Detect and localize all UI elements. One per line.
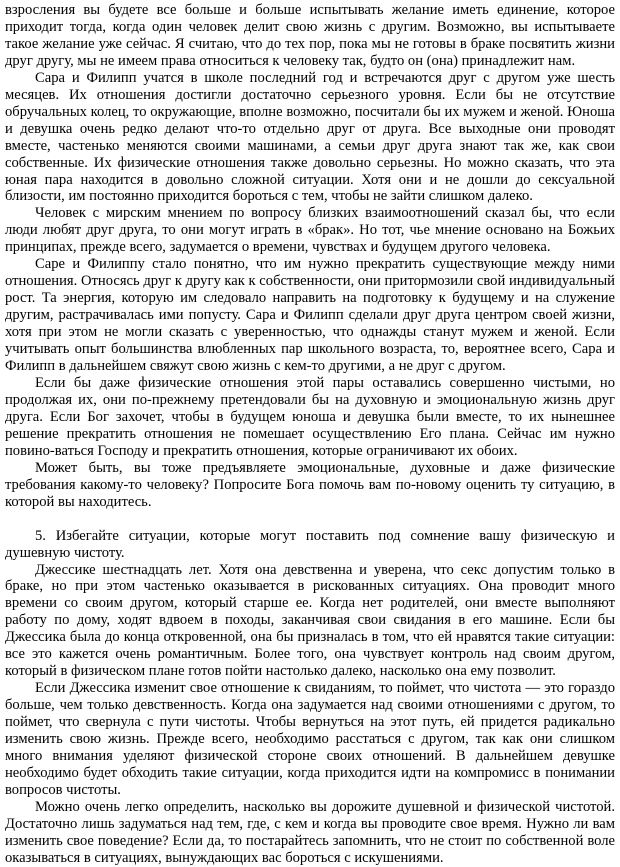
section-gap bbox=[5, 511, 615, 528]
paragraph-2: Сара и Филипп учатся в школе последний год и встречаются друг с другом уже шесть месяцев. Их отношения достигли достаточно серьезного уровня. Если бы не отсутствие обручальных колец, то окружающие, вполне возможно, посчитали бы их мужем и женой. Юноша и девушка очень редко делают что-то отдельно друг от друга. Все выходные они проводят вместе, частенько меняются своими машинами, а семьи друг друга знают так же, как свои собственные. Их физические отношения также довольно серьезны. Но можно сказать, что эта юная пара находится в довольно сложной ситуации. Хотя они и не дошли до сексуальной близости, им постоянно приходится бороться с тем, чтобы не зайти слишком далеко. bbox=[5, 69, 615, 205]
paragraph-5: Если бы даже физические отношения этой пары оставались совершенно чистыми, но продолжая их, они по-прежнему претендовали бы на духовную и эмоциональную жизнь друг друга. Если Бог захочет, чтобы в будущем юноша и девушка были вместе, то их нынешнее решение прекратить отношения не помешает осуществлению Его плана. Сейчас им нужно повино-ваться Господу и прекратить отношения, которые ограничивают их обоих. bbox=[5, 374, 615, 459]
section-paragraph-2: Если Джессика изменит свое отношение к свиданиям, то поймет, что чистота — это гораздо больше, чем только девственность. Когда она задумается над своими отношениями с другом, то поймет, что свернула с пути чистоты. Чтобы вернуться на этот путь, ей придется радикально изменить свою жизнь. Прежде всего, необходимо расстаться с другом, так как они слишком много внимания уделяют физической стороне своих отношений. В дальнейшем девушке необходимо будет обходить такие ситуации, когда приходится идти на компромисс в понимании вопросов чистоты. bbox=[5, 680, 615, 798]
paragraph-6: Может быть, вы тоже предъявляете эмоциональные, духовные и даже физические требования какому-то человеку? Попросите Бога помочь вам по-новому оценить ту ситуацию, в которой вы находитесь. bbox=[5, 459, 615, 510]
section-paragraph-1: Джессике шестнадцать лет. Хотя она девственна и уверена, что секс допустим только в браке, но при этом частенько оказывается в рискованных ситуациях. Она проводит много времени со своим другом, который старше ее. Когда нет родителей, они вместе выполняют работу по дому, ходят вдвоем в походы, заканчивая свои свидания в его машине. Если бы Джессика была до конца откровенной, она бы призналась в том, что ей нравятся такие ситуации: все это кажется очень романтичным. Более того, она чувствует контроль над своим другом, который в физическом плане готов пойти настолько далеко, насколько она ему позволит. bbox=[5, 561, 615, 680]
paragraph-3: Человек с мирским мнением по вопросу близких взаимоотношений сказал бы, что если люди любят друг друга, то они могут играть в «брак». Но тот, чье мнение основано на Божьих принципах, прежде всего, задумается о времени, чувствах и будущем другого человека. bbox=[5, 205, 615, 256]
paragraph-1: взросления вы будете все больше и больше испытывать желание иметь единение, которое приходит тогда, когда один человек делит свою жизнь с другим. Возможно, вы испытываете такое желание уже сейчас. Я считаю, что до тех пор, пока мы не готовы в браке посвятить жизни друг другу, мы не имеем права относиться к человеку так, будто он (она) принадлежит нам. bbox=[5, 2, 615, 69]
section-heading: 5. Избегайте ситуации, которые могут поставить под сомнение вашу физическую и душевную чистоту. bbox=[5, 527, 615, 561]
paragraph-4: Саре и Филиппу стало понятно, что им нужно прекратить существующие между ними отношения. Относясь друг к другу как к собственности, они притормозили свой индивидуальный рост. Та энергия, которую им следовало направить на подготовку к будущему и на служение другим, растрачивалась ими попусту. Сара и Филипп сделали друг друга центром своей жизни, хотя при этом не могли сказать с уверенностью, что однажды станут мужем и женой. Если учитывать опыт большинства влюбленных пар школьного возраста, то, вероятнее всего, Сара и Филипп в дальнейшем свяжут свою жизнь с кем-то другими, а не друг с другом. bbox=[5, 256, 615, 375]
section-paragraph-3: Можно очень легко определить, насколько вы дорожите душевной и физической чистотой. Достаточно лишь задуматься над тем, где, с кем и когда вы проводите свое время. Нужно ли вам изменить свое поведение? Если да, то постарайтесь запомнить, что не стоит по собственной воле оказываться в ситуациях, вынуждающих вас бороться с искушениями. bbox=[5, 798, 615, 866]
